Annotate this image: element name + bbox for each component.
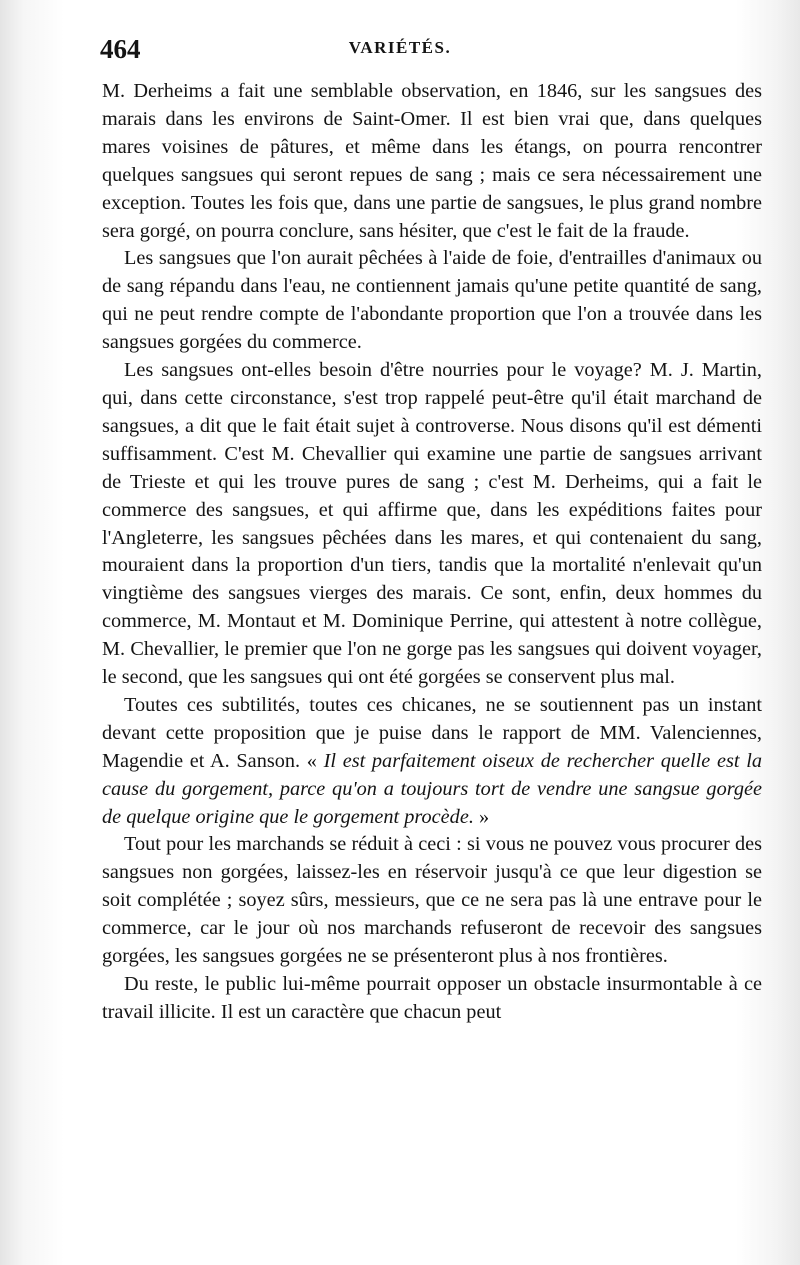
page-number: 464 (100, 34, 141, 64)
running-head: VARIÉTÉS. (348, 38, 452, 57)
paragraph-merchants: Tout pour les marchands se réduit à ceci : si vous ne pouvez vous procurer des sangsues non gorgées, laissez-les en réservoir jusqu'à ce que leur digestion se soit complétée ; soyez sûrs, messieurs, que ce ne sera pas là une entrave pour le commerce, car le jour où nos marchands refuseront de recevoir des sangsues gorgées, les sangsues gorgées ne se présenteront plus à nos frontières. (102, 833, 762, 968)
paragraph-public: Du reste, le public lui-même pourrait opposer un obstacle insurmontable à ce travail illicite. Il est un caractère que chacun peut (102, 973, 762, 1023)
paragraph-derheims-observation: M. Derheims a fait une semblable observation, en 1846, sur les sangsues des marais dans les environs de Saint-Omer. Il est bien vrai que, dans quelques mares voisines de pâtures, et même dans les étangs, on pourra rencontrer quelques sangsues qui seront repues de sang ; mais ce sera nécessairement une exception. Toutes les fois que, dans une partie de sangsues, le plus grand nombre sera gorgé, on pourra conclure, sans hésiter, que c'est le fait de la fraude. (102, 80, 762, 242)
quote-close: » (473, 805, 490, 828)
paragraph-report-quote (102, 692, 762, 832)
body-text (102, 78, 762, 1027)
quote-text: Il est parfaitement oiseux de rechercher quelle est la cause du gorgement, parce qu'on a toujours tort de vendre une sangsue gorgée de quelque origine que le gorgement procède. (102, 749, 762, 828)
paragraph-fished-leeches: Les sangsues que l'on aurait pêchées à l'aide de foie, d'entrailles d'animaux ou de sang répandu dans l'eau, ne contiennent jamais qu'une petite quantité de sang, qui ne peut rendre compte de l'abondante proportion que l'on a trouvée dans les sangsues gorgées du commerce. (102, 247, 762, 354)
quote-intro: Toutes ces subtilités, toutes ces chicanes, ne se soutiennent pas un instant devant cette proposition que je puise dans le rapport de MM. Valenciennes, Magendie et A. Sanson. « (102, 693, 762, 772)
paragraph-travel-feeding: Les sangsues ont-elles besoin d'être nourries pour le voyage? M. J. Martin, qui, dans cette circonstance, s'est trop rappelé peut-être qu'il était marchand de sangsues, a dit que le fait était sujet à controverse. Nous disons qu'il est démenti suffisamment. C'est M. Chevallier qui examine une partie de sangsues arrivant de Trieste et qui les trouve pures de sang ; c'est M. Derheims, qui a fait le commerce des sangsues, et qui affirme que, dans les expéditions faites pour l'Angleterre, les sangsues pêchées dans les mares, et qui contenaient du sang, mouraient dans la proportion d'un tiers, tandis que la mortalité n'enlevait qu'un vingtième des sangsues vierges des marais. Ce sont, enfin, deux hommes du commerce, M. Montaut et M. Dominique Perrine, qui attestent à notre collègue, M. Chevallier, le premier que l'on ne gorge pas les sangsues qui doivent voyager, le second, que les sangsues qui ont été gorgées se conservent plus mal. (102, 359, 762, 689)
